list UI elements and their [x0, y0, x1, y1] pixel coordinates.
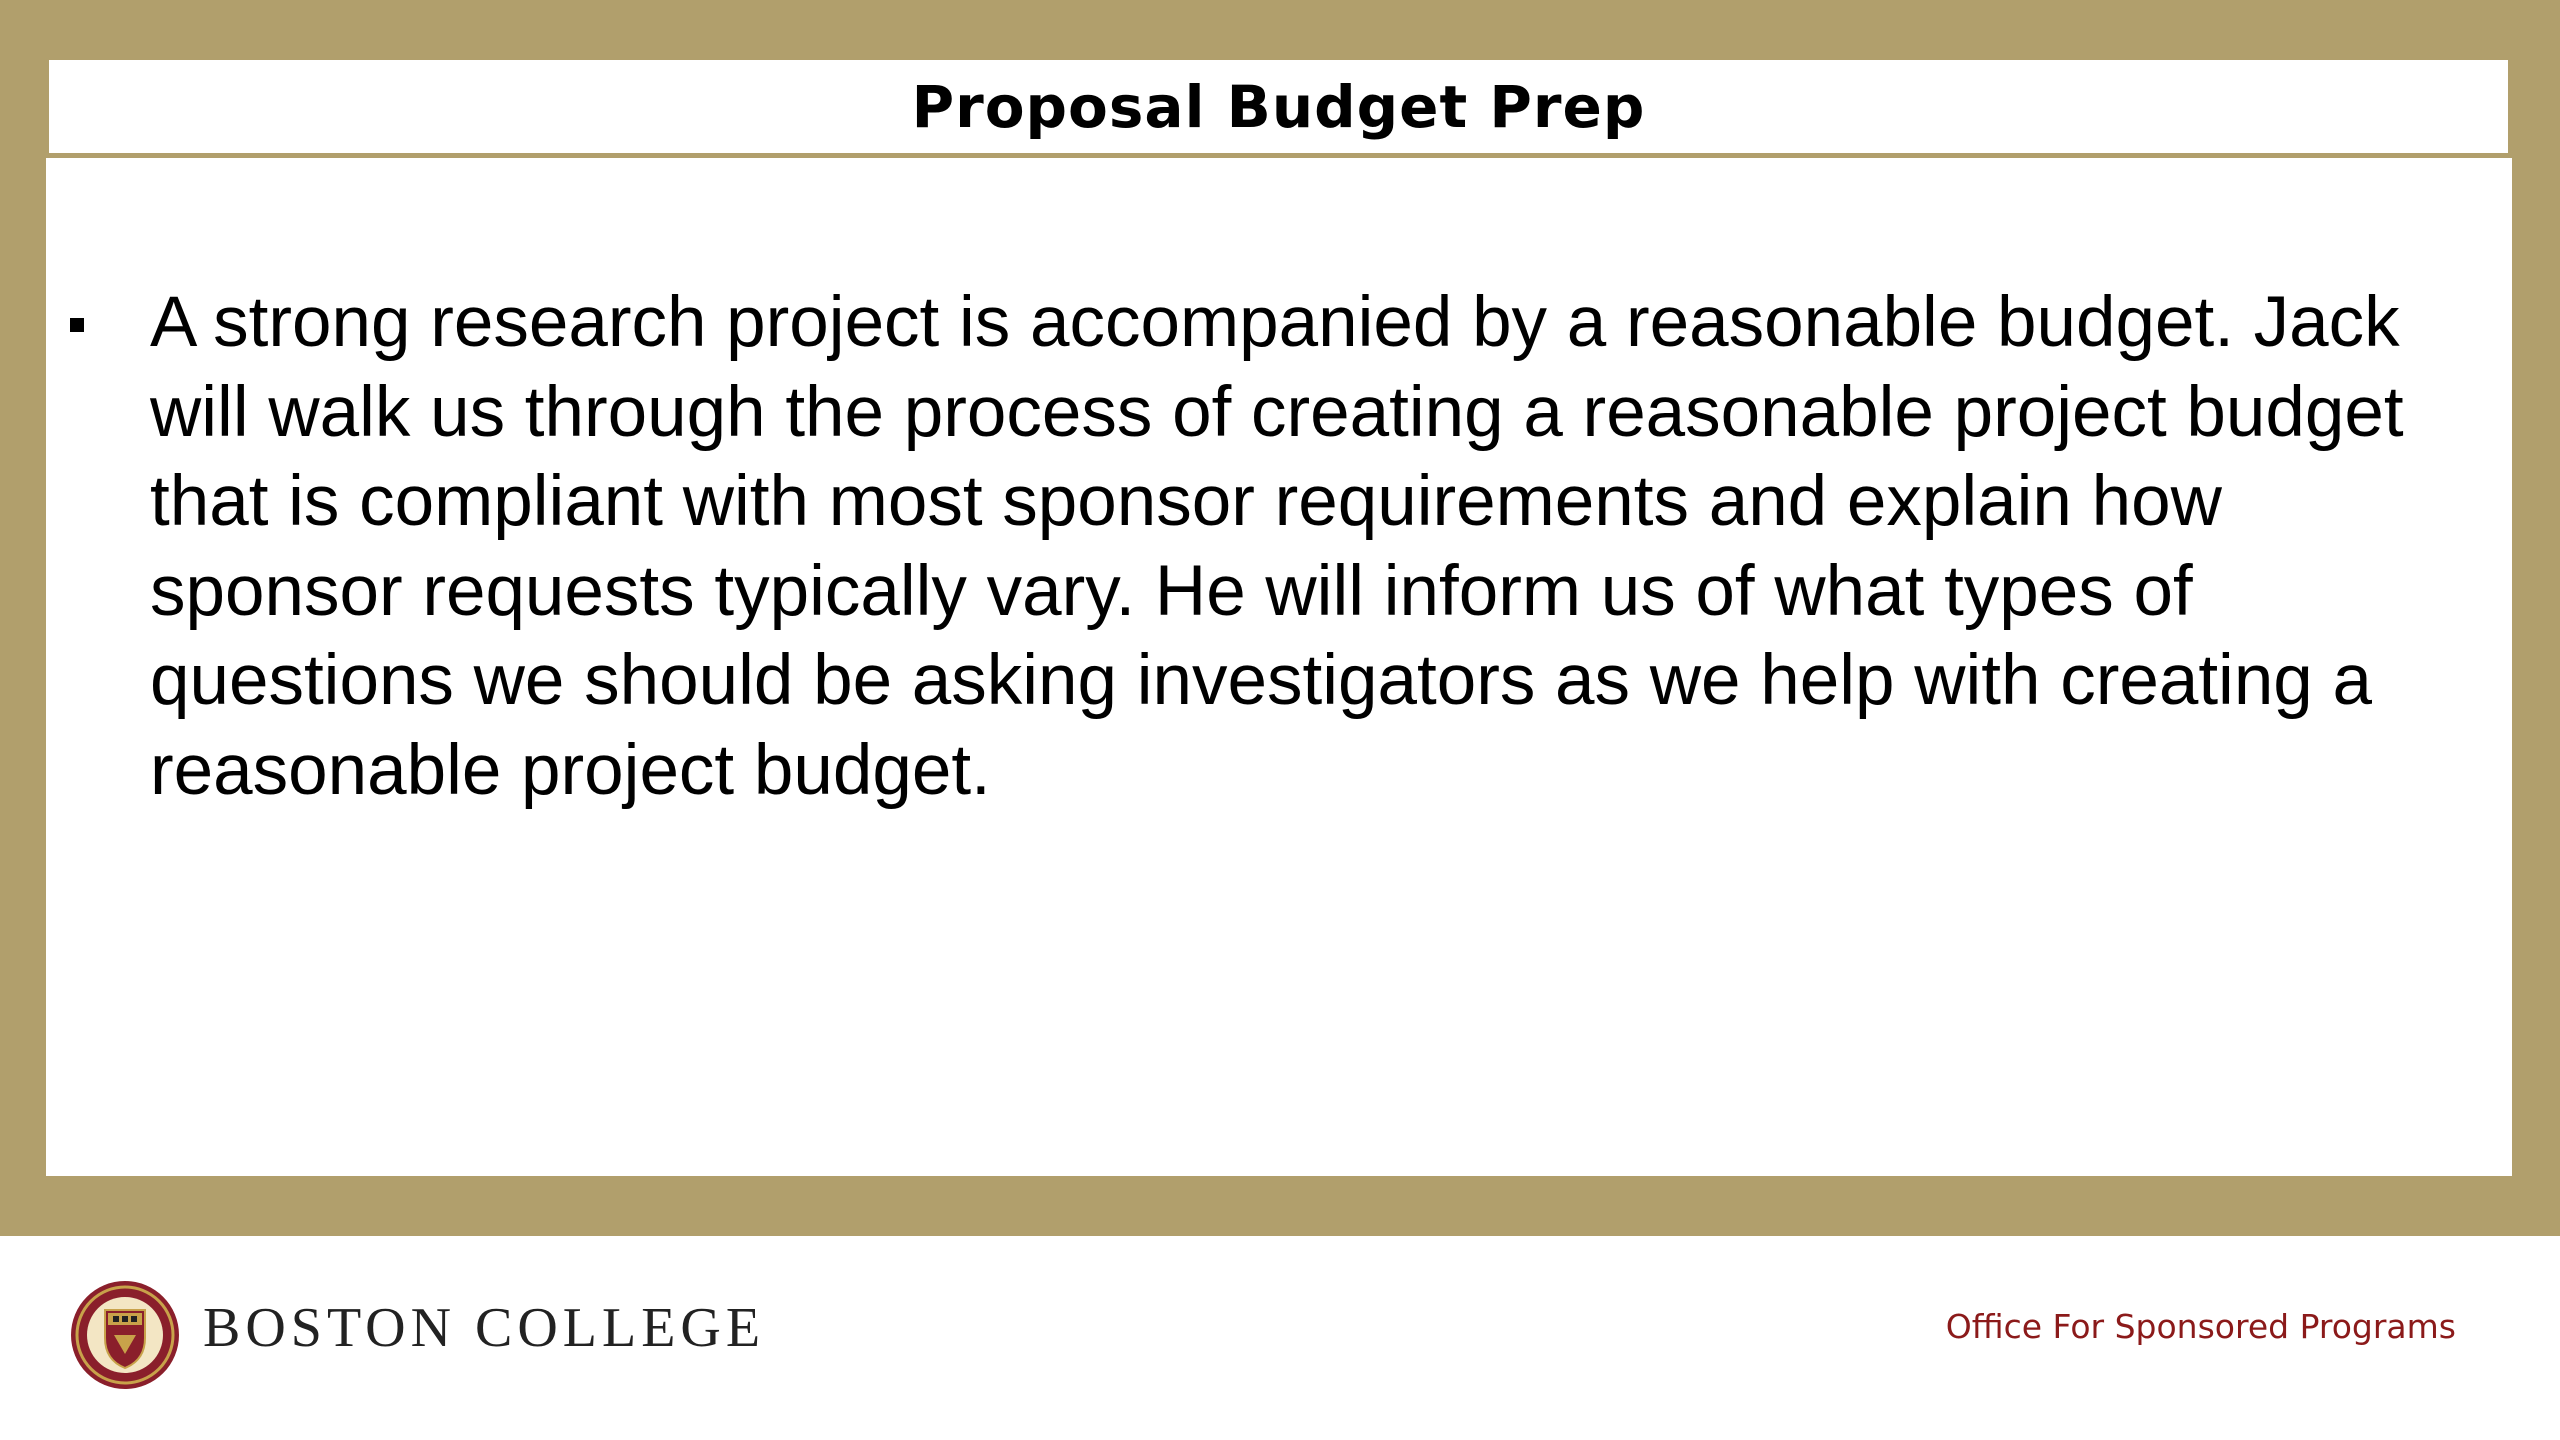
title-bar — [49, 60, 2508, 156]
bullet-text: A strong research project is accompanied by a reasonable budget. Jack will walk us through the process of creating a reasonable project budget that is compliant with most sponsor requirements and explain how sponsor requests typically vary. He will inform us of what types of questions we should be asking investigators as we help with creating a reasonable project budget. — [150, 283, 2404, 810]
office-name: Office For Sponsored Programs — [1945, 1307, 2456, 1346]
square-bullet-icon — [70, 318, 84, 332]
college-name: BOSTON COLLEGE — [203, 1297, 766, 1359]
boston-college-seal-icon — [70, 1280, 180, 1390]
content-panel — [46, 158, 2512, 1176]
slide-title: Proposal Budget Prep — [911, 72, 1646, 141]
bullet-item — [66, 278, 2486, 815]
footer — [0, 1236, 2560, 1440]
